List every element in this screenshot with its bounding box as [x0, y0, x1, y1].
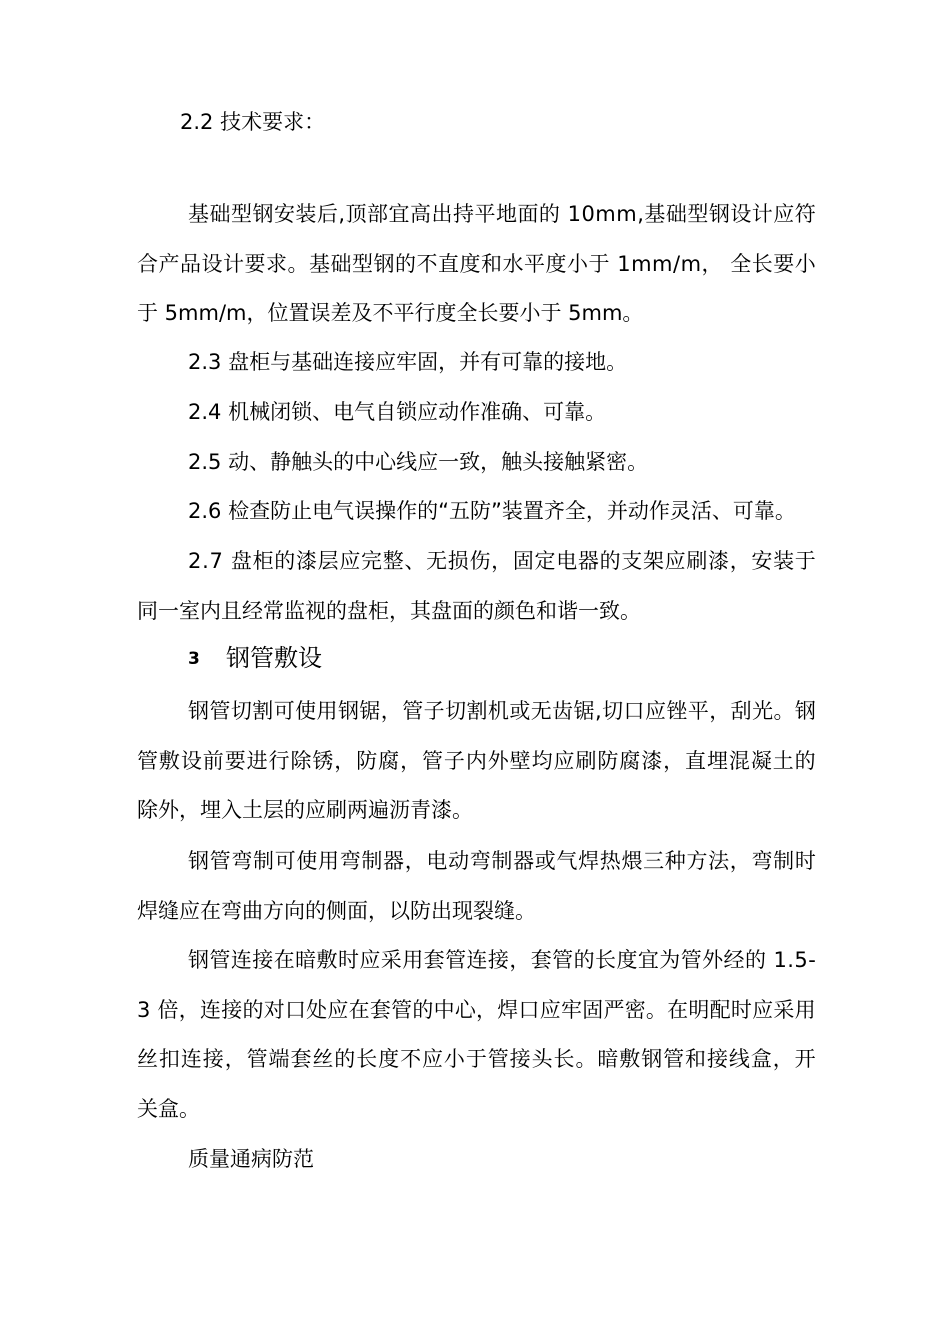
section-2-4: 2.4 机械闭锁、电气自锁应动作准确、可靠。	[188, 400, 607, 424]
section-2-2-line-2: 合 产 品 设 计 要 求 。 基 础 型 钢 的 不 直 度 和 水 平 度 小 于 1 m m / m ， 全 长 要 小	[137, 252, 816, 276]
section-3-number: 3	[188, 649, 200, 669]
section-3-title: 钢管敷设	[226, 644, 322, 672]
paragraph-3-line-1: 钢 管 连 接 在 暗 敷 时 应 采 用 套 管 连 接 ， 套 管 的 长 度 宜 为 管 外 经 的 1 . 5 -	[188, 948, 816, 972]
paragraph-1-line-3: 除外，埋入土层的应刷两遍沥青漆。	[137, 798, 473, 822]
paragraph-2-line-1: 钢 管 弯 制 可 使 用 弯 制 器 ， 电 动 弯 制 器 或 气 焊 热 煨 三 种 方 法 ， 弯 制 时	[188, 849, 816, 873]
section-2-7-line-1: 2 . 7 盘 柜 的 漆 层 应 完 整 、 无 损 伤 ， 固 定 电 器 的 支 架 应 刷 漆 ， 安 装 于	[188, 549, 816, 573]
section-2-7-line-2: 同一室内且经常监视的盘柜，其盘面的颜色和谐一致。	[137, 599, 641, 623]
section-2-2-line-3: 于 5mm/m，位置误差及不平行度全长要小于 5mm。	[137, 301, 644, 325]
section-2-2-line-1: 基 础 型 钢 安 装 后 , 顶 部 宜 高 出 持 平 地 面 的 1 0 m m , 基 础 型 钢 设 计 应 符	[188, 202, 816, 226]
section-2-6: 2.6 检查防止电气误操作的“五防”装置齐全，并动作灵活、可靠。	[188, 499, 796, 523]
paragraph-1-line-2: 管 敷 设 前 要 进 行 除 锈 ， 防 腐 ， 管 子 内 外 壁 均 应 刷 防 腐 漆 ， 直 埋 混 凝 土 的	[137, 749, 816, 773]
paragraph-3-line-2: 3 倍 ， 连 接 的 对 口 处 应 在 套 管 的 中 心 ， 焊 口 应 牢 固 严 密 。 在 明 配 时 应 采 用	[137, 998, 816, 1022]
paragraph-4: 质量通病防范	[188, 1147, 314, 1171]
paragraph-2-line-2: 焊缝应在弯曲方向的侧面，以防出现裂缝。	[137, 899, 536, 923]
paragraph-3-line-3: 丝 扣 连 接 ， 管 端 套 丝 的 长 度 不 应 小 于 管 接 头 长 。 暗 敷 钢 管 和 接 线 盒 ， 开	[137, 1047, 816, 1071]
section-3-heading	[188, 640, 322, 677]
section-2-5: 2.5 动、静触头的中心线应一致，触头接触紧密。	[188, 450, 649, 474]
section-2-2-title: 2.2 技术要求：	[180, 110, 326, 134]
paragraph-3-line-4: 关盒。	[137, 1097, 200, 1121]
paragraph-1-line-1: 钢 管 切 割 可 使 用 钢 锯 ， 管 子 切 割 机 或 无 齿 锯 , 切 口 应 锉 平 ， 刮 光 。 钢	[188, 699, 816, 723]
section-2-3: 2.3 盘柜与基础连接应牢固，并有可靠的接地。	[188, 350, 628, 374]
